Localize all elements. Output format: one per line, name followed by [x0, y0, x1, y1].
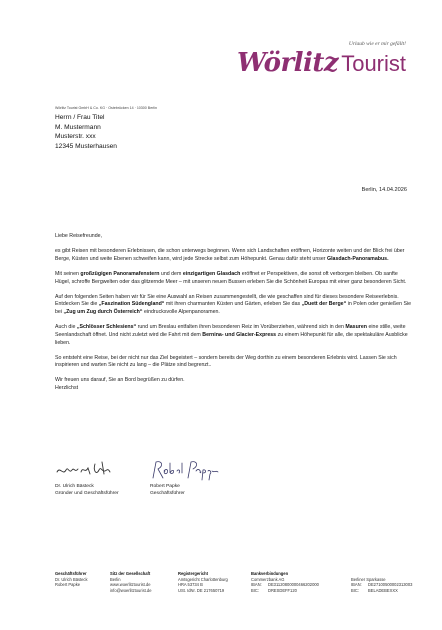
footer-register-line: HRA 53734 B [178, 582, 203, 587]
footer-bank-2-name: Berliner Sparkasse [351, 576, 386, 582]
footer-bank-1-name: Commerzbank AG [251, 576, 285, 582]
p4-bold-b: Masuren [345, 324, 367, 331]
bic-label: BIC: [351, 587, 359, 593]
p4-bold-c: Bernina- und Glacier-Express [202, 331, 277, 338]
footer-bank-2 [351, 571, 412, 593]
footer-management-line: Robert Papke [55, 582, 81, 587]
footer-bank-1-bic [251, 588, 319, 594]
paragraph-6: Wir freuen uns darauf, Sie an Bord begrüßen zu dürfen. [55, 377, 185, 384]
p4-text-d: zu einem Höhepunkt für alle, die spektakuläre Ausblicke lieben. [55, 331, 408, 346]
p3-text-b: mit ihren charmanten Küsten und Gärten, erleben Sie das [164, 301, 302, 308]
p2-bold-b: einzigartigen Glasdach [182, 270, 241, 277]
p2-text-a: Mit seinen [55, 270, 81, 277]
footer-register [178, 571, 228, 593]
signature-2 [150, 458, 240, 497]
recipient-line-4: 12345 Musterhausen [55, 142, 117, 150]
salutation: Liebe Reisefreunde, [55, 233, 102, 239]
handwritten-signature-2 [150, 458, 230, 482]
iban-label: IBAN: [251, 582, 262, 587]
recipient-line-2: M. Mustermann [55, 123, 101, 131]
paragraph-2 [55, 271, 413, 286]
p4-text-a: Auch die [55, 324, 77, 331]
footer-bank-heading: Bankverbindungen [251, 571, 289, 576]
p2-bold-a: großzügigen Panoramafenstern [80, 270, 160, 277]
logo-brand-main: Wörlitz [237, 48, 339, 78]
footer-management-line: Dr. Ulrich Bästeck [55, 576, 88, 582]
logo-brand-sub: Tourist [341, 51, 406, 76]
p2-text-c: eröffnet er Perspektiven, die sonst oft verborgen bleiben. Ob sanfte Hügel, schroffe Bergwelten oder das glitzernde Meer – mit unseren neuen Bussen erleben Sie die Schönheit Europas mit einer ganz besonderen Sicht. [55, 270, 407, 285]
footer-bank-1 [251, 571, 319, 593]
paragraph-3 [55, 294, 413, 317]
letter-date: Berlin, 14.04.2026 [361, 187, 407, 193]
footer-management-heading: Geschäftsführer [55, 571, 87, 576]
logo-tagline: Urlaub wie er mir gefällt! [348, 41, 406, 47]
p3-text-a: Auf den folgenden Seiten haben wir für Sie eine Auswahl an Reisen zusammengestellt, die wie geschaffen sind für dieses besondere Reiseerlebnis. Entdecken Sie die [55, 293, 399, 308]
footer-website-link[interactable]: www.woerlitztourist.de [110, 582, 151, 587]
recipient-line-1: Herrn / Frau Titel [55, 114, 105, 121]
p3-text-c: in Polen oder genießen Sie bei [55, 301, 412, 316]
p4-bold-a: „Schlösser Schlesiens“ [76, 324, 137, 331]
p2-text-b: und dem [159, 270, 183, 277]
p4-text-b: rund um Breslau entfalten ihren besonderen Reiz im Vorüberziehen, während sich in den [136, 324, 346, 331]
iban-label: IBAN: [351, 582, 362, 587]
signer-2-name: Robert Papke [150, 484, 180, 489]
footer-register-line: USt. IdNr. DE 217650719 [178, 587, 225, 593]
bic-value: DRESDEFF120 [268, 587, 297, 593]
closing: Herzlichst [55, 385, 79, 392]
recipient-line-3: Musterstr. xxx [55, 133, 96, 141]
handwritten-signature-1 [55, 458, 135, 482]
footer-email-link[interactable]: info@woerlitztourist.de [110, 587, 152, 593]
sender-line: Wörlitz Tourist GmbH & Co. KG · Ostebrücken 14 · 10300 Berlin [55, 106, 157, 110]
p4-text-c: eine stille, weite Seenlandschaft öffnet. Und nicht zuletzt wird die Fahrt mit dem [55, 324, 406, 338]
iban-value: DE31120800000466202000 [268, 582, 319, 587]
recipient-address [55, 113, 117, 151]
paragraph-1 [55, 248, 413, 263]
footer-bank-2-bic [351, 588, 412, 594]
p3-bold-b: „Duett der Berge“ [301, 301, 347, 308]
bic-label: BIC: [251, 587, 259, 593]
p3-text-d: eindrucksvolle Alpenpanoramen. [142, 309, 220, 316]
paragraph-4 [55, 324, 413, 347]
signer-2-role: Geschäftsführer [150, 490, 185, 496]
footer-seat [110, 571, 151, 593]
company-logo [236, 27, 406, 78]
footer-register-line: Amtsgericht Charlottenburg [178, 576, 228, 582]
letter-body [55, 233, 413, 393]
footer-management [55, 571, 88, 588]
signature-1 [55, 458, 145, 497]
footer-seat-city: Berlin [110, 576, 121, 582]
signer-1-name: Dr. Ulrich Bästeck [55, 484, 94, 489]
footer-seat-heading: Sitz der Gesellschaft [110, 571, 151, 576]
paragraph-5: So entsteht eine Reise, bei der nicht nur das Ziel begeistert – sondern bereits der Weg dorthin zu einem besonderen Erlebnis wird. Lassen Sie sich inspirieren und warten Sie nicht zu lang – die Plätze sind begrenzt.. [55, 354, 397, 369]
p3-bold-c: „Zug um Zug durch Österreich“ [63, 309, 143, 316]
bic-value: BELADEBEXXX [368, 587, 398, 593]
p1-bold: Glasdach-Panoramabus. [327, 255, 389, 262]
signer-1-role: Gründer und Geschäftsführer [55, 490, 119, 496]
logo-brand [237, 50, 406, 76]
iban-value: DE27100500002313003 [368, 582, 413, 587]
signature-block [55, 458, 355, 508]
p1-text: es gibt Reisen mit besonderen Erlebnissen, die schon unterwegs beginnen. Wenn sich Landschaften eröffnen, Horizonte weiten und der Blick frei über Berge, Küsten und weite Ebenen schweifen kann, wird jede Strecke selbst zum Höhepunkt. Genau dafür steht unser [55, 248, 405, 262]
footer-register-heading: Registergericht [178, 571, 209, 576]
p3-bold-a: „Faszination Südengland“ [98, 301, 165, 308]
